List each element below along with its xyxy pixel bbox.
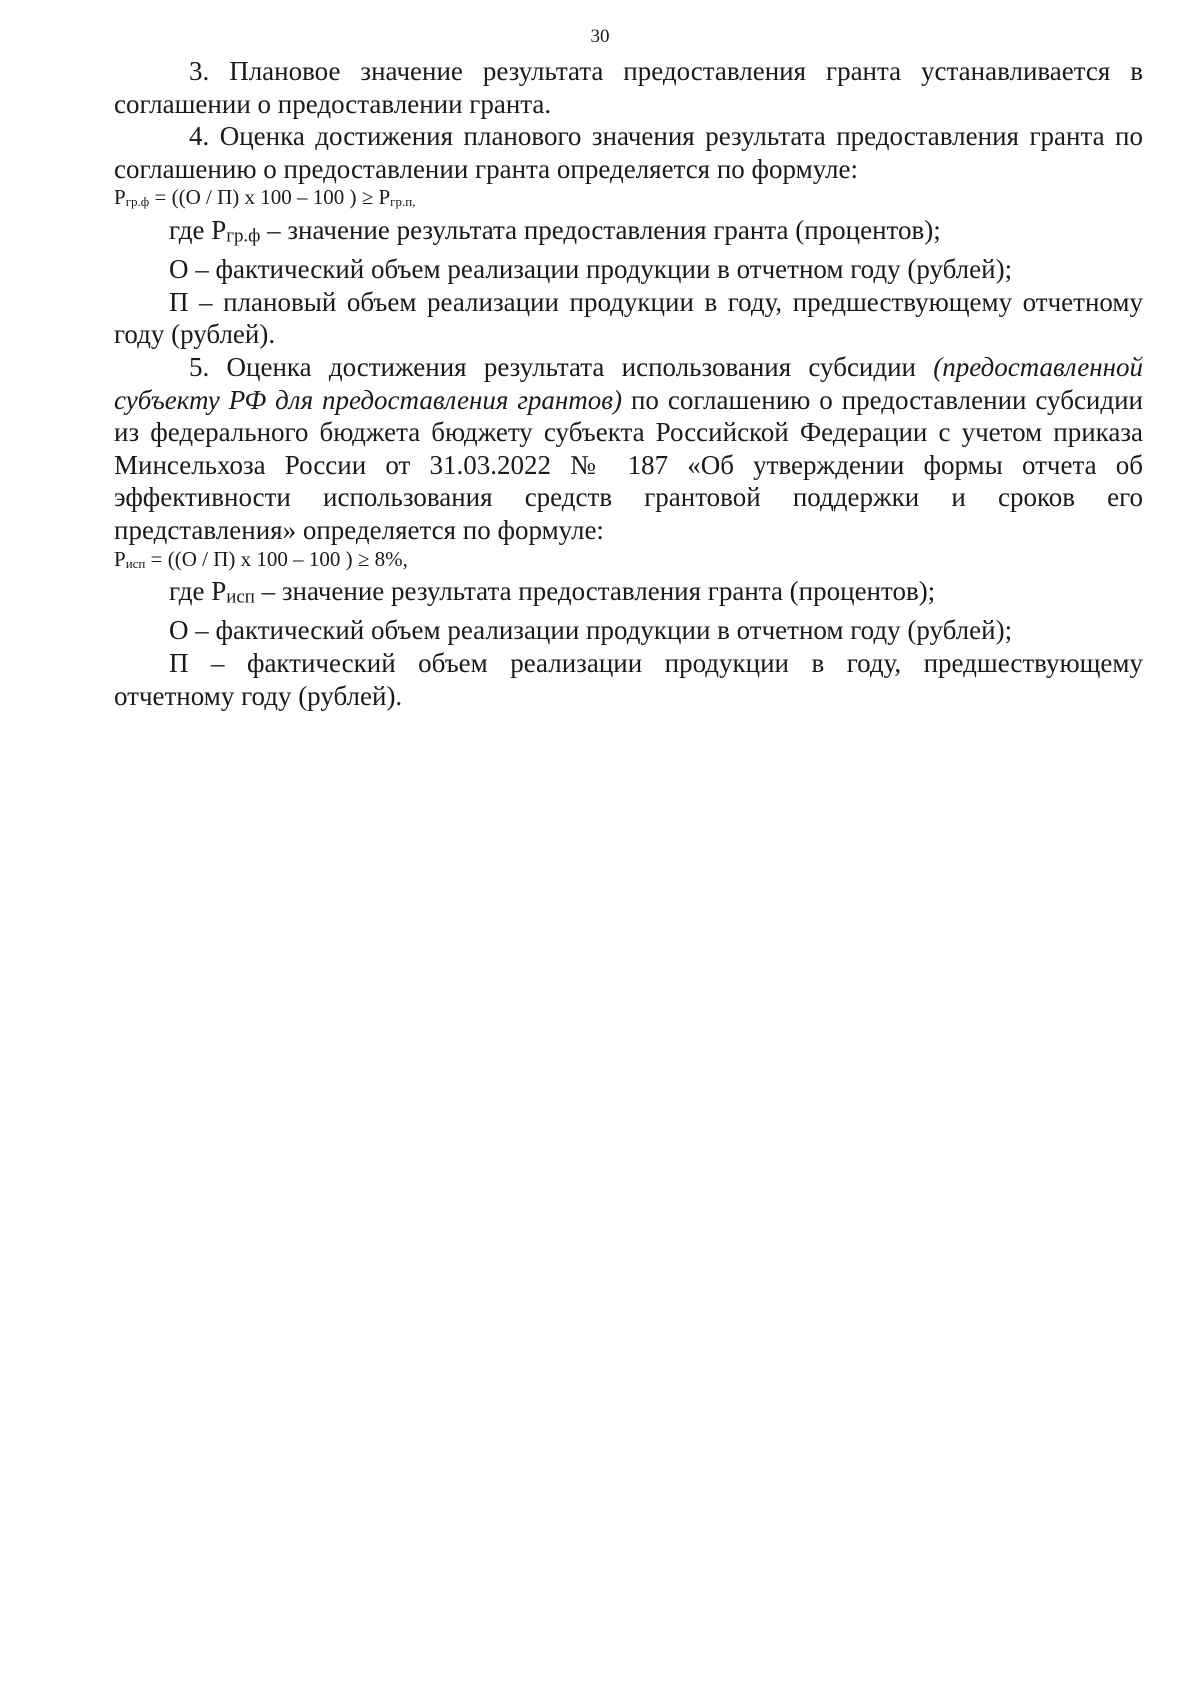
formula2-lhs-subscript: исп <box>125 555 146 571</box>
formula2-body: = ((О / П) х 100 – 100 ) ≥ 8%, <box>145 546 408 571</box>
definition-o-1: О – фактический объем реализации продукции в отчетном году (рублей); <box>169 254 1013 285</box>
definition-pi-2: П – фактический объем реализации продукции в году, предшествующему отчетному году (рублей). <box>114 647 1143 711</box>
definition-r-gr-f <box>114 214 1143 253</box>
formula-lhs-base: Р <box>114 185 126 210</box>
paragraph-5 <box>114 351 1143 547</box>
page-number: 30 <box>590 26 610 47</box>
formula-grant-result <box>114 185 1143 214</box>
paragraph-4: 4. Оценка достижения планового значения результата предоставления гранта по соглашению о предоставлении гранта определяется по формуле: <box>114 121 1143 184</box>
document-body <box>114 55 1143 712</box>
definition-pi-1: П – плановый объем реализации продукции в году, предшествующему отчетному году (рублей). <box>114 286 1143 350</box>
paragraph-5-start: 5. Оценка достижения результата использования субсидии <box>189 351 934 382</box>
formula-subsidy-result <box>114 547 1143 576</box>
definition2-subscript: исп <box>226 586 255 608</box>
definition-text: – значение результата предоставления гранта (процентов); <box>260 215 941 246</box>
definition2-text: – значение результата предоставления гранта (процентов); <box>254 576 936 607</box>
paragraph-5-end: по соглашению о предоставлении субсидии из федерального бюджета бюджету субъекта Российской Федерации с учетом приказа Минсельхоза России от 31.03.2022 № 187 «Об утверждении формы отчета об эффективности использования средств грантовой поддержки и сроков его представления» определяется по формуле: <box>114 384 1144 545</box>
formula-body: = ((О / П) х 100 – 100 ) ≥ Р <box>149 185 391 210</box>
formula2-lhs-base: Р <box>114 546 126 571</box>
formula-lhs-subscript: гр.ф <box>125 194 150 210</box>
definition2-prefix: где Р <box>169 576 227 607</box>
formula-rhs-subscript: гр.п, <box>390 194 416 210</box>
paragraph-3: 3. Плановое значение результата предоставления гранта устанавливается в соглашении о предоставлении гранта. <box>114 56 1143 119</box>
definition-o-2: О – фактический объем реализации продукции в отчетном году (рублей); <box>169 615 1013 646</box>
definition-r-isp <box>114 575 1143 614</box>
definition-subscript: гр.ф <box>226 225 261 247</box>
definition-prefix: где Р <box>169 215 227 246</box>
paragraph-5-italic: (предоставленной субъекту РФ для предоставления грантов) <box>114 351 1143 415</box>
